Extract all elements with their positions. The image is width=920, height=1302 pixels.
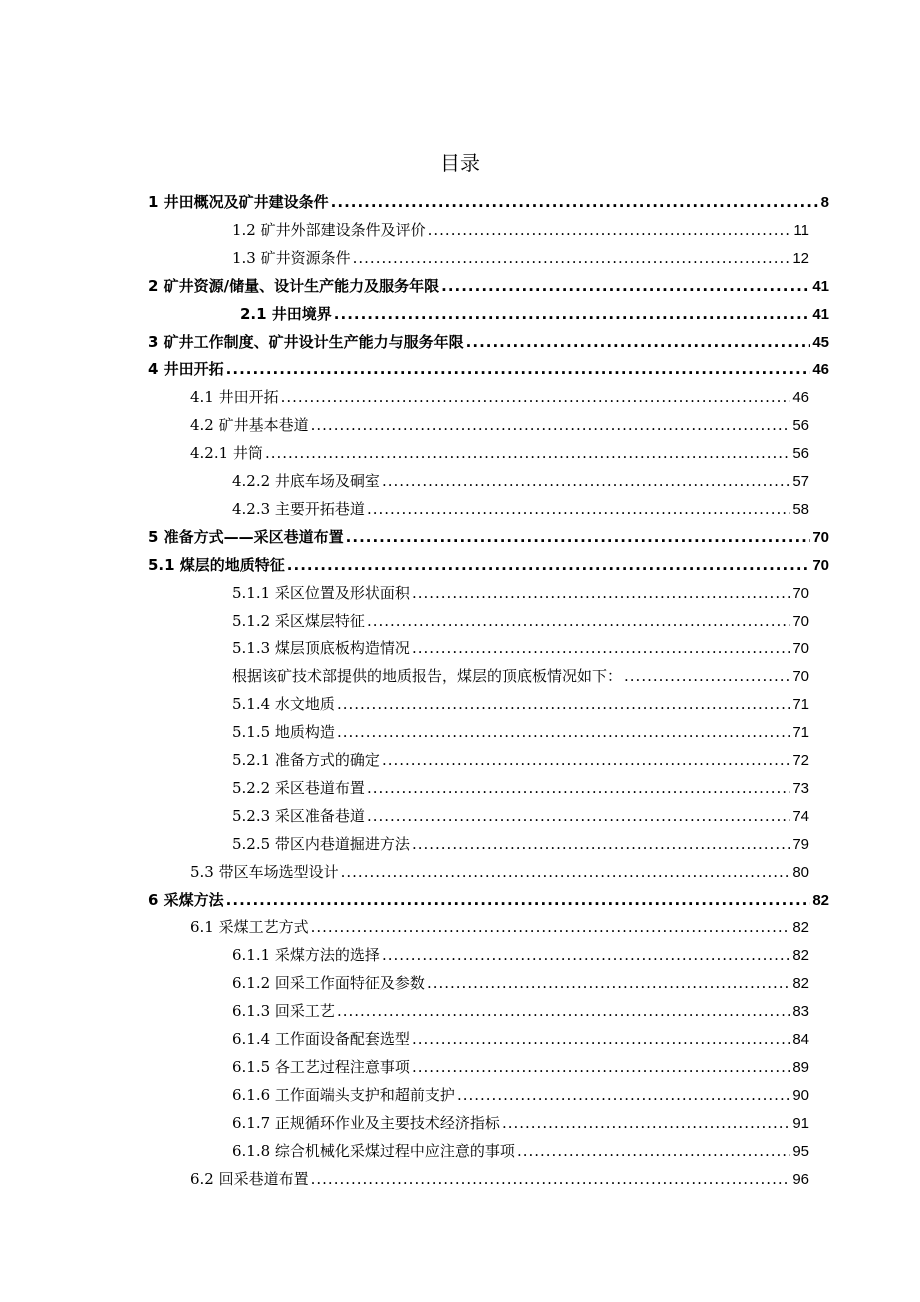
toc-entry-page: 72 [792, 752, 809, 769]
toc-entry-page: 83 [792, 1003, 809, 1021]
toc-entry[interactable] [148, 525, 829, 549]
toc-entry[interactable] [232, 246, 809, 270]
toc-entry-label: 6.1.5 各工艺过程注意事项 [232, 1057, 410, 1076]
toc-entry-page: 57 [792, 473, 809, 490]
toc-entry[interactable] [232, 832, 809, 856]
toc-entry-label: 5.1 煤层的地质特征 [148, 555, 285, 574]
toc-entry-label: 6.1.2 回采工作面特征及参数 [232, 974, 425, 993]
toc-entry-label: 6.1.4 工作面设备配套选型 [232, 1030, 410, 1048]
toc-entry[interactable] [190, 860, 809, 884]
toc-entry[interactable] [148, 274, 829, 298]
toc-entry-page: 90 [792, 1086, 809, 1104]
toc-entry-page: 82 [792, 919, 809, 937]
toc-leader [412, 581, 790, 605]
toc-entry-label: 4.2.3 主要开拓巷道 [232, 499, 365, 518]
toc-entry[interactable] [232, 1055, 809, 1079]
toc-entry[interactable] [232, 804, 809, 828]
toc-entry[interactable] [148, 553, 829, 577]
toc-entry-page: 70 [792, 612, 809, 630]
toc-entry-page: 71 [792, 724, 809, 742]
toc-entry[interactable] [232, 636, 809, 660]
toc-leader [428, 218, 792, 242]
toc-entry[interactable] [232, 971, 809, 995]
toc-entry-page: 82 [792, 975, 809, 993]
toc-entry[interactable] [148, 357, 829, 381]
toc-entry-page: 82 [812, 891, 829, 909]
toc-entry-label: 4.2.2 井底车场及硐室 [232, 472, 380, 490]
toc-entry-label: 6.1.1 采煤方法的选择 [232, 946, 380, 965]
toc-entry-label: 4.2.1 井筒 [190, 444, 263, 463]
toc-leader [412, 832, 790, 856]
toc-leader [517, 1139, 790, 1163]
toc-entry-page: 82 [792, 947, 809, 965]
toc-leader [334, 302, 811, 326]
toc-leader [226, 888, 811, 912]
toc-entry-page: 45 [812, 333, 829, 351]
toc-entry-label: 5.2.1 准备方式的确定 [232, 751, 380, 769]
toc-entry-label: 5.2.5 带区内巷道掘进方法 [232, 834, 410, 853]
toc-entry-page: 11 [793, 221, 809, 239]
toc-entry-label: 5.1.1 采区位置及形状面积 [232, 583, 410, 602]
toc-entry-page: 79 [792, 835, 809, 853]
toc-entry[interactable] [148, 330, 829, 354]
toc-entry[interactable] [232, 692, 809, 716]
toc-leader [457, 1083, 790, 1107]
toc-entry-page: 73 [792, 779, 809, 797]
toc-leader [502, 1111, 790, 1135]
toc-entry[interactable] [190, 441, 809, 465]
toc-entry-label: 根据该矿技术部提供的地质报告，煤层的顶底板情况如下： [232, 667, 623, 686]
toc-leader [311, 1167, 791, 1191]
toc-entry[interactable] [232, 720, 809, 744]
toc-entry-label: 5.2.2 采区巷道布置 [232, 778, 365, 797]
toc-entry[interactable] [148, 888, 829, 912]
toc-entry-label: 6.2 回采巷道布置 [190, 1169, 309, 1188]
toc-entry-page: 95 [792, 1142, 809, 1160]
toc-entry-label: 3 矿井工作制度、矿井设计生产能力与服务年限 [148, 332, 464, 351]
toc-leader [382, 748, 790, 772]
toc-entry-page: 56 [792, 445, 809, 463]
toc-leader [281, 385, 791, 409]
toc-entry-label: 1.3 矿井资源条件 [232, 248, 351, 267]
toc-leader [331, 190, 819, 214]
toc-leader [346, 525, 811, 549]
toc-entry-label: 5.1.3 煤层顶底板构造情况 [232, 639, 410, 658]
toc-entry[interactable] [232, 1083, 809, 1107]
toc-entry-page: 56 [792, 417, 809, 435]
toc-leader [337, 720, 790, 744]
toc-entry[interactable] [232, 776, 809, 800]
toc-entry-label: 4.2 矿井基本巷道 [190, 416, 309, 435]
toc-leader [311, 413, 791, 437]
toc-entry-page: 8 [820, 194, 829, 211]
toc-entry[interactable] [190, 413, 809, 437]
toc-leader [367, 609, 790, 633]
toc-entry-page: 41 [812, 277, 829, 295]
toc-entry-page: 46 [792, 389, 809, 407]
toc-entry-page: 58 [792, 500, 809, 518]
toc-leader [412, 1027, 790, 1051]
toc-entry[interactable] [232, 609, 809, 633]
toc-entry-label: 1 井田概况及矿井建设条件 [148, 193, 329, 211]
toc-leader [412, 636, 790, 660]
toc-entry-label: 2 矿井资源/储量、设计生产能力及服务年限 [148, 276, 440, 295]
toc-entry-label: 5.3 带区车场选型设计 [190, 862, 339, 881]
toc-entry-label: 6.1.7 正规循环作业及主要技术经济指标 [232, 1113, 500, 1132]
toc-entry-page: 84 [792, 1031, 809, 1048]
toc-entry[interactable] [190, 385, 809, 409]
toc-leader [367, 497, 790, 521]
toc-entry-label: 2.1 井田境界 [240, 304, 332, 323]
toc-entry[interactable] [190, 1167, 809, 1191]
toc-entry[interactable] [232, 748, 809, 772]
toc-entry[interactable] [232, 664, 809, 688]
toc-entry-page: 12 [792, 249, 809, 267]
toc-entry-label: 4.1 井田开拓 [190, 388, 279, 407]
toc-leader [624, 664, 790, 688]
toc-entry[interactable] [190, 915, 809, 939]
toc-entry[interactable] [232, 581, 809, 605]
toc-entry-page: 89 [792, 1058, 809, 1076]
toc-leader [382, 943, 790, 967]
toc-entry-label: 6 采煤方法 [148, 890, 224, 909]
toc-entry[interactable] [232, 497, 809, 521]
toc-entry[interactable] [232, 469, 809, 493]
toc-entry[interactable] [232, 1111, 809, 1135]
toc-entry-label: 6.1.3 回采工艺 [232, 1002, 335, 1021]
toc-entry-label: 6.1.6 工作面端头支护和超前支护 [232, 1085, 455, 1104]
toc-entry-page: 41 [812, 305, 829, 323]
toc-leader [367, 776, 790, 800]
toc-entry-label: 5.2.3 采区准备巷道 [232, 806, 365, 825]
toc-leader [466, 330, 811, 354]
toc-leader [382, 469, 790, 493]
toc-entry-page: 46 [812, 361, 829, 379]
toc-entry[interactable] [232, 1027, 809, 1051]
toc-entry-label: 5.1.4 水文地质 [232, 695, 335, 714]
toc-entry-label: 6.1 采煤工艺方式 [190, 918, 309, 937]
toc-entry[interactable] [232, 943, 809, 967]
toc-leader [367, 804, 790, 828]
toc-entry[interactable] [148, 190, 829, 214]
toc-entry-page: 70 [792, 640, 809, 658]
toc-leader [341, 860, 791, 884]
toc-leader [337, 999, 790, 1023]
toc-leader [287, 553, 811, 577]
toc-leader [441, 274, 810, 298]
toc-entry[interactable] [240, 302, 829, 326]
toc-entry-page: 91 [792, 1114, 809, 1132]
toc-entry[interactable] [232, 218, 809, 242]
toc-leader [226, 357, 811, 381]
toc-leader [311, 915, 791, 939]
toc-leader [427, 971, 790, 995]
toc-entry-page: 70 [792, 584, 809, 602]
toc-entry-page: 70 [812, 556, 829, 574]
toc-entry-label: 6.1.8 综合机械化采煤过程中应注意的事项 [232, 1141, 515, 1160]
toc-leader [337, 692, 790, 716]
toc-entry-label: 4 井田开拓 [148, 360, 224, 379]
toc-entry-page: 74 [792, 807, 809, 825]
toc-leader [353, 246, 791, 270]
toc-entry[interactable] [232, 999, 809, 1023]
toc-entry-page: 70 [792, 668, 809, 686]
toc-entry[interactable] [232, 1139, 809, 1163]
toc-entry-page: 96 [792, 1170, 809, 1188]
toc-entry-page: 71 [792, 696, 809, 714]
toc-entry-page: 80 [792, 863, 809, 881]
toc-entry-page: 70 [812, 528, 829, 546]
toc-entry-label: 1.2 矿井外部建设条件及评价 [232, 220, 426, 239]
toc-entry-label: 5.1.5 地质构造 [232, 723, 335, 742]
toc-leader [412, 1055, 790, 1079]
page-title: 目录 [440, 151, 480, 175]
toc-entry-label: 5.1.2 采区煤层特征 [232, 611, 365, 630]
toc-leader [265, 441, 790, 465]
toc-entry-label: 5 准备方式——采区巷道布置 [148, 527, 344, 546]
